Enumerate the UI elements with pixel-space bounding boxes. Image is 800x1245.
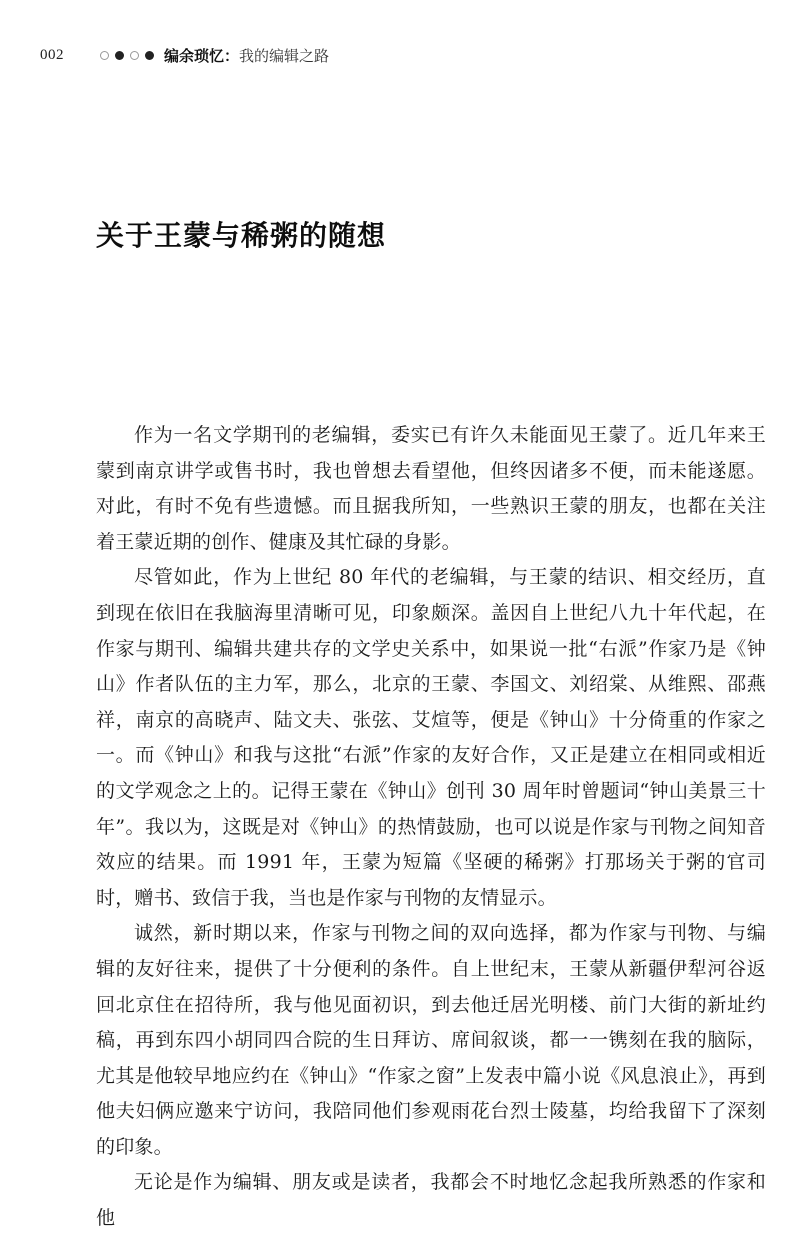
- paragraph: 作为一名文学期刊的老编辑，委实已有许久未能面见王蒙了。近几年来王蒙到南京讲学或售书时，我也曾想去看望他，但终因诸多不便，而未能遂愿。对此，有时不免有些遗憾。而且据我所知，一些熟识王蒙的朋友，也都在关注着王蒙近期的创作、健康及其忙碌的身影。: [96, 424, 766, 553]
- hollow-dot-icon: [130, 51, 139, 60]
- body-text: [96, 418, 766, 1237]
- filled-dot-icon: [115, 51, 124, 60]
- running-header: [40, 44, 329, 66]
- book-subtitle: 我的编辑之路: [239, 46, 330, 65]
- page-number: 002: [40, 46, 64, 63]
- decorative-dots: [100, 51, 154, 60]
- paragraph: 无论是作为编辑、朋友或是读者，我都会不时地忆念起我所熟悉的作家和他: [96, 1171, 766, 1230]
- chapter-title: 关于王蒙与稀粥的随想: [96, 219, 387, 252]
- book-title: 编余琐忆：: [164, 46, 240, 65]
- paragraph: 诚然，新时期以来，作家与刊物之间的双向选择，都为作家与刊物、与编辑的友好往来，提供了十分便利的条件。自上世纪末，王蒙从新疆伊犁河谷返回北京住在招待所，我与他见面初识，到去他迁居光明楼、前门大街的新址约稿，再到东四小胡同四合院的生日拜访、席间叙谈，都一一镌刻在我的脑际，尤其是他较早地应约在《钟山》“作家之窗”上发表中篇小说《风息浪止》，再到他夫妇俩应邀来宁访问，我陪同他们参观雨花台烈士陵墓，均给我留下了深刻的印象。: [96, 922, 766, 1158]
- hollow-dot-icon: [100, 51, 109, 60]
- paragraph: 尽管如此，作为上世纪 80 年代的老编辑，与王蒙的结识、相交经历，直到现在依旧在我脑海里清晰可见，印象颇深。盖因自上世纪八九十年代起，在作家与期刊、编辑共建共存的文学史关系中，如果说一批“右派”作家乃是《钟山》作者队伍的主力军，那么，北京的王蒙、李国文、刘绍棠、从维熙、邵燕祥，南京的高晓声、陆文夫、张弦、艾煊等，便是《钟山》十分倚重的作家之一。而《钟山》和我与这批“右派”作家的友好合作，又正是建立在相同或相近的文学观念之上的。记得王蒙在《钟山》创刊 30 周年时曾题词“钟山美景三十年”。我以为，这既是对《钟山》的热情鼓励，也可以说是作家与刊物之间知音效应的结果。而 1991 年，王蒙为短篇《坚硬的稀粥》打那场关于粥的官司时，赠书、致信于我，当也是作家与刊物的友情显示。: [96, 566, 766, 909]
- filled-dot-icon: [145, 51, 154, 60]
